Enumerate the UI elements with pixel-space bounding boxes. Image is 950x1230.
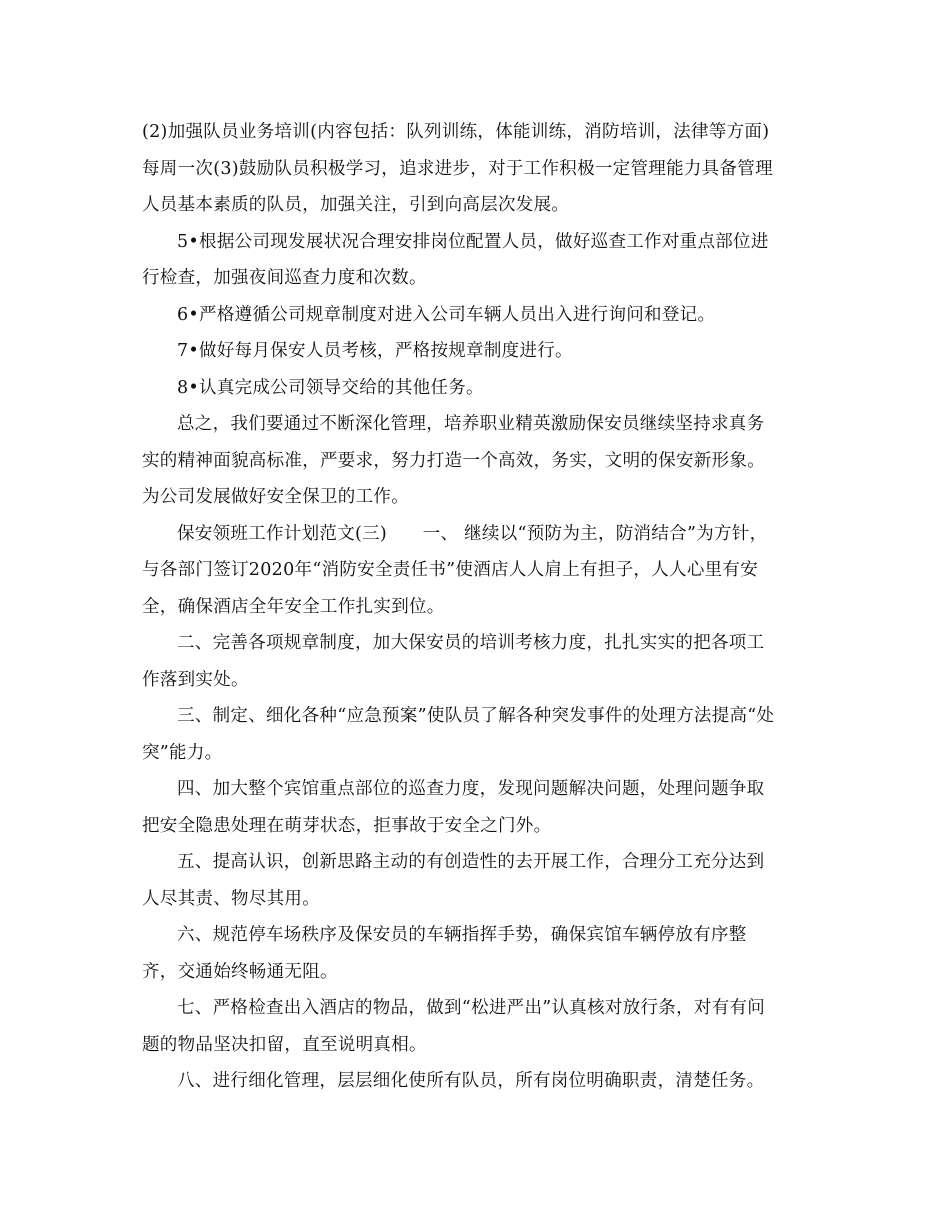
paragraph [142, 224, 804, 297]
paragraph [142, 114, 804, 224]
text-line: 保安领班工作计划范文(三) 一、 继续以“预防为主，防消结合”为方针， [177, 523, 768, 544]
text-line: 人尽其责、物尽其用。 [142, 888, 320, 909]
text-line: 全，确保酒店全年安全工作扎实到位。 [142, 596, 445, 617]
text-line: 8•认真完成公司领导交给的其他任务。 [177, 377, 484, 398]
text-line: (2)加强队员业务培训(内容包括：队列训练，体能训练，消防培训，法律等方面) [142, 122, 770, 142]
paragraph [142, 844, 804, 917]
document-body [142, 114, 804, 1100]
text-line: 四、加大整个宾馆重点部位的巡查力度，发现问题解决问题，处理问题争取 [177, 779, 765, 799]
text-line: 6•严格遵循公司规章制度对进入公司车辆人员出入进行询问和登记。 [177, 304, 716, 325]
text-line: 作落到实处。 [142, 669, 249, 690]
text-line: 三、制定、细化各种“应急预案”使队员了解各种突发事件的处理方法提高“处 [177, 706, 775, 726]
text-line: 与各部门签订2020年“消防安全责任书”使酒店人人肩上有担子，人人心里有安 [142, 560, 759, 580]
text-line: 实的精神面貌高标准，严要求，努力打造一个高效，务实，文明的保安新形象。 [142, 450, 765, 471]
text-line: 八、进行细化管理，层层细化使所有队员，所有岗位明确职责，清楚任务。 [177, 1071, 765, 1091]
text-line: 为公司发展做好安全保卫的工作。 [142, 487, 409, 507]
paragraph [142, 1063, 804, 1100]
paragraph [142, 917, 804, 990]
text-line: 二、完善各项规章制度，加大保安员的培训考核力度，扎扎实实的把各项工 [177, 633, 765, 653]
paragraph [142, 698, 804, 771]
text-line: 5•根据公司现发展状况合理安排岗位配置人员，做好巡查工作对重点部位进 [177, 231, 769, 252]
text-line: 行检查，加强夜间巡查力度和次数。 [142, 268, 427, 288]
paragraph [142, 990, 804, 1063]
text-line: 七、严格检查出入酒店的物品，做到“松进严出”认真核对放行条，对有有问 [177, 998, 766, 1018]
text-line: 把安全隐患处理在萌芽状态，拒事故于安全之门外。 [142, 815, 552, 836]
text-line: 7•做好每月保安人员考核，严格按规章制度进行。 [177, 341, 573, 361]
text-line: 六、规范停车场秩序及保安员的车辆指挥手势，确保宾馆车辆停放有序整 [177, 925, 747, 945]
paragraph [142, 625, 804, 698]
text-line: 突”能力。 [142, 742, 223, 763]
text-line: 五、提高认识，创新思路主动的有创造性的去开展工作，合理分工充分达到 [177, 852, 765, 872]
paragraph [142, 297, 804, 334]
paragraph [142, 333, 804, 370]
text-line: 每周一次(3)鼓励队员积极学习，追求进步，对于工作积极一定管理能力具备管理 [142, 158, 773, 179]
text-line: 人员基本素质的队员，加强关注，引到向高层次发展。 [142, 195, 570, 215]
text-line: 题的物品坚决扣留，直至说明真相。 [142, 1034, 427, 1055]
paragraph [142, 370, 804, 407]
paragraph [142, 406, 804, 516]
paragraph [142, 516, 804, 626]
paragraph [142, 771, 804, 844]
text-line: 齐，交通始终畅通无阻。 [142, 961, 338, 982]
text-line: 总之，我们要通过不断深化管理，培养职业精英激励保安员继续坚持求真务 [177, 414, 765, 434]
